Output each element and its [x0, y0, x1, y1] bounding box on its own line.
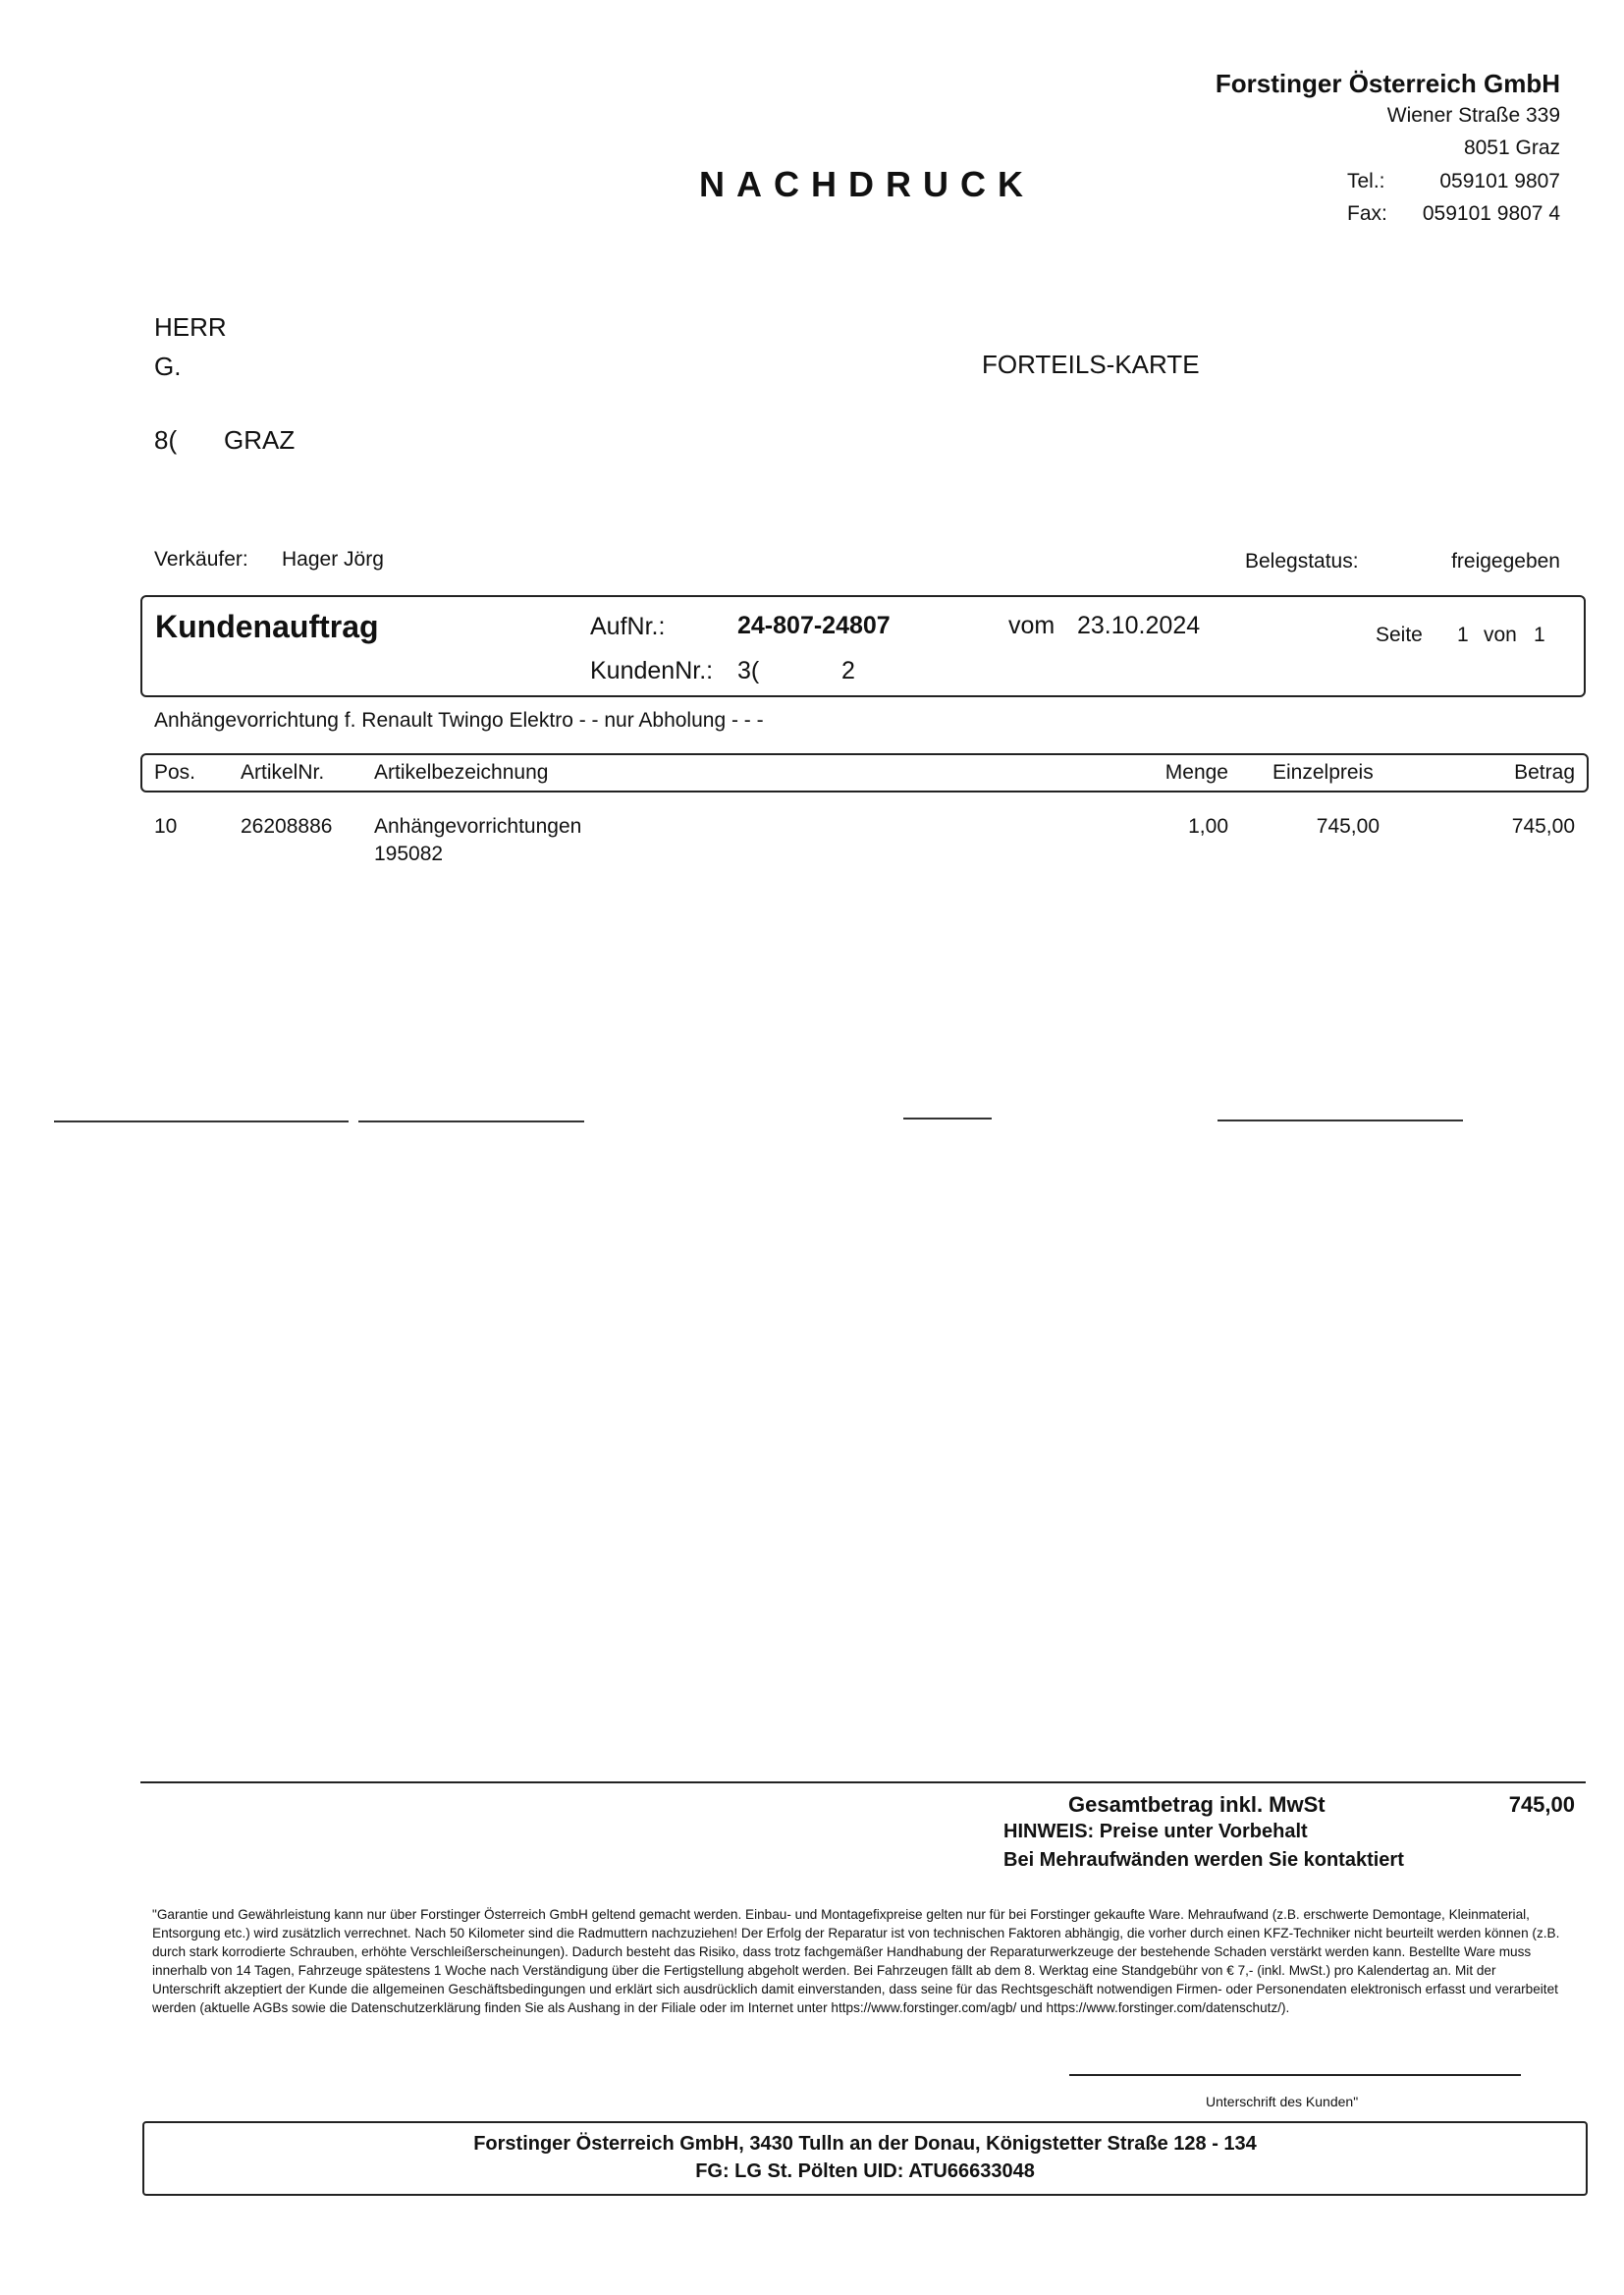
- tel-label: Tel.:: [1347, 170, 1385, 192]
- row-unit-price: 745,00: [1316, 815, 1380, 838]
- col-unit-price: Einzelpreis: [1272, 761, 1374, 784]
- page-number: 1: [1457, 624, 1469, 646]
- order-date: 23.10.2024: [1077, 612, 1201, 639]
- totals-divider: [140, 1781, 1586, 1783]
- footer-address: Forstinger Österreich GmbH, 3430 Tulln an der Donau, Königstetter Straße 128 - 134: [473, 2133, 1257, 2155]
- row-description: Anhängevorrichtungen: [374, 815, 582, 838]
- row-quantity: 1,00: [1188, 815, 1228, 838]
- status-value: freigegeben: [1451, 550, 1560, 573]
- loyalty-card: FORTEILS-KARTE: [982, 350, 1200, 379]
- seller-label: Verkäufer:: [154, 548, 248, 571]
- fax-label: Fax:: [1347, 202, 1387, 225]
- signature-line: [1069, 2074, 1521, 2076]
- tel-value: 059101 9807: [1439, 170, 1560, 192]
- price-note: HINWEIS: Preise unter Vorbehalt: [1003, 1821, 1308, 1842]
- page-label: Seite: [1376, 624, 1423, 646]
- row-amount: 745,00: [1511, 815, 1575, 838]
- customer-city: GRAZ: [224, 425, 296, 455]
- customer-number-part: 3(: [737, 657, 760, 684]
- footer-registration: FG: LG St. Pölten UID: ATU66633048: [695, 2160, 1035, 2182]
- total-label: Gesamtbetrag inkl. MwSt: [1068, 1792, 1326, 1817]
- fax-value: 059101 9807 4: [1422, 202, 1560, 225]
- status-label: Belegstatus:: [1245, 550, 1359, 573]
- total-value: 745,00: [1508, 1792, 1575, 1817]
- order-number: 24-807-24807: [737, 612, 891, 639]
- col-description: Artikelbezeichnung: [374, 761, 549, 784]
- customer-salutation: HERR: [154, 312, 227, 342]
- row-pos: 10: [154, 815, 178, 838]
- col-amount: Betrag: [1514, 761, 1575, 784]
- row-description-code: 195082: [374, 843, 444, 865]
- page-total: 1: [1534, 624, 1545, 646]
- page-of-label: von: [1484, 624, 1517, 646]
- order-date-label: vom: [1008, 612, 1056, 639]
- customer-number-label: KundenNr.:: [590, 657, 714, 684]
- col-quantity: Menge: [1164, 761, 1228, 784]
- col-pos: Pos.: [154, 761, 196, 784]
- terms-text: "Garantie und Gewährleistung kann nur über Forstinger Österreich GmbH geltend gemacht werden. Einbau- und Montagefixpreise gelten nur für bei Forstinger gekaufte Ware. Mehraufwand (z.B. erschwerte Demontage, Kleinmaterial, Entsorgung etc.) wird zusätzlich verrechnet. Nach 50 Kilometer sind die Radmuttern nachzuziehen! Der Erfolg der Reparatur ist von technischen Faktoren abhängig, die vorher durch einen KFZ-Techniker nicht beurteilt werden können (z.B. durch stark korrodierte Schrauben, erhöhte Verschleißerscheinungen). Dadurch besteht das Risiko, dass trotz fachgemäßer Handhabung der Reparaturwerkzeuge der bestehende Schaden verstärkt werden kann. Bestellte Ware muss innerhalb von 14 Tagen, Fahrzeuge spätestens 1 Woche nach Verständigung über die Fertigstellung abgeholt werden. Bei Fahrzeugen fällt ab dem 8. Werktag eine Standgebühr von € 7,- (inkl. MwSt.) pro Kalendertag an. Mit der Unterschrift akzeptiert der Kunde die allgemeinen Geschäftsbedingungen und erklärt sich ausdrücklich damit einverstanden, dass seine für das Rechtsgeschäft notwendigen Firmen- oder Personendaten elektronisch erfasst und verarbeitet werden (aktuelle AGBs sowie die Datenschutzerklärung finden Sie als Aushang in der Filiale oder im Internet unter https://www.forstinger.com/agb/ und https://www.forstinger.com/datenschutz/).: [152, 1907, 1560, 2015]
- customer-number-end: 2: [841, 657, 855, 684]
- col-artnr: ArtikelNr.: [241, 761, 325, 784]
- order-title: Kundenauftrag: [155, 609, 379, 644]
- order-number-label: AufNr.:: [590, 613, 666, 640]
- order-description: Anhängevorrichtung f. Renault Twingo Elektro - - nur Abholung - - -: [154, 709, 764, 732]
- company-city: 8051 Graz: [1463, 137, 1560, 159]
- seller-name: Hager Jörg: [282, 548, 384, 571]
- reprint-stamp: NACHDRUCK: [699, 164, 1035, 204]
- company-street: Wiener Straße 339: [1386, 104, 1560, 127]
- signature-label: Unterschrift des Kunden": [1206, 2094, 1359, 2109]
- customer-postal: 8(: [154, 425, 178, 455]
- extra-cost-note: Bei Mehraufwänden werden Sie kontaktiert: [1003, 1849, 1404, 1871]
- company-name: Forstinger Österreich GmbH: [1215, 69, 1560, 98]
- row-artnr: 26208886: [241, 815, 333, 838]
- customer-name: G.: [154, 352, 182, 381]
